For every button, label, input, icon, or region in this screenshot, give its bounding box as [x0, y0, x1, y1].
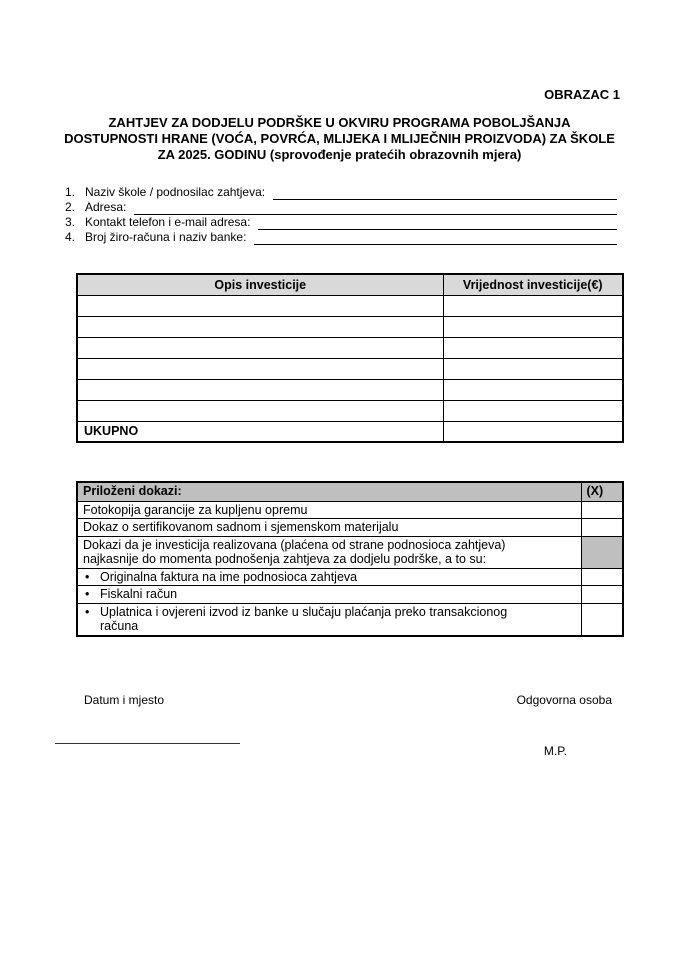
evidence-mark-header: (X): [581, 482, 623, 501]
signature-labels: [84, 693, 612, 707]
evidence-text: Fotokopija garancije za kupljenu opremu: [83, 502, 308, 517]
field-fill-line[interactable]: [258, 217, 617, 230]
applicant-fields: [65, 185, 617, 245]
investment-row: [77, 400, 623, 421]
bullet-icon: •: [85, 604, 90, 619]
investment-table: [76, 273, 624, 443]
field-number: 1.: [65, 185, 76, 199]
field-fill-line[interactable]: [254, 232, 617, 245]
form-title-line-2: DOSTUPNOSTI HRANE (VOĆA, POVRĆA, MLIJEKA I MLIJEČNIH PROIZVODA) ZA ŠKOLE: [64, 131, 615, 146]
evidence-text-cell: [77, 586, 581, 604]
investment-row: [77, 295, 623, 316]
investment-value-header: Vrijednost investicije(€): [443, 274, 623, 295]
responsible-person-label: Odgovorna osoba: [516, 692, 612, 707]
stamp-label: M.P.: [543, 743, 567, 758]
form-title-line-3: ZA 2025. GODINU (sprovođenje pratećih obrazovnih mjera): [157, 147, 522, 162]
date-place-signature-line[interactable]: [55, 743, 240, 744]
investment-desc-cell[interactable]: [77, 379, 443, 400]
evidence-mark-cell[interactable]: [581, 501, 623, 519]
applicant-field-row: [65, 215, 617, 230]
bullet-icon: •: [85, 587, 90, 601]
investment-desc-cell[interactable]: [77, 337, 443, 358]
evidence-row: [77, 501, 623, 519]
evidence-line: [83, 538, 576, 567]
evidence-text-cell: [77, 603, 581, 636]
evidence-line: [83, 570, 576, 585]
investment-value-cell[interactable]: [443, 337, 623, 358]
investment-total-row: [77, 421, 623, 442]
evidence-text-cell: [77, 519, 581, 537]
investment-value-cell[interactable]: [443, 295, 623, 316]
evidence-mark-cell: [581, 536, 623, 568]
evidence-line: [83, 520, 576, 535]
signature-row: [55, 737, 567, 758]
evidence-text-cell: [77, 501, 581, 519]
investment-value-cell[interactable]: [443, 400, 623, 421]
evidence-row: [77, 586, 623, 604]
investment-desc-cell[interactable]: [77, 316, 443, 337]
investment-row: [77, 316, 623, 337]
investment-table-body: [77, 295, 623, 442]
investment-row: [77, 337, 623, 358]
applicant-field-row: [65, 230, 617, 245]
evidence-mark-cell[interactable]: [581, 586, 623, 604]
field-number: 3.: [65, 215, 76, 229]
form-title: [0, 115, 679, 163]
investment-total-label: UKUPNO: [77, 421, 443, 442]
bullet-icon: •: [85, 569, 90, 584]
applicant-field-row: [65, 185, 617, 200]
investment-desc-cell[interactable]: [77, 295, 443, 316]
form-number-label: OBRAZAC 1: [544, 87, 620, 102]
evidence-header-label: Priloženi dokazi:: [77, 482, 581, 501]
investment-desc-cell[interactable]: [77, 358, 443, 379]
evidence-line: [83, 605, 576, 634]
field-number: 2.: [65, 200, 76, 214]
field-label: Broj žiro-računa i naziv banke:: [85, 230, 247, 244]
evidence-line: [83, 587, 576, 602]
investment-desc-cell[interactable]: [77, 400, 443, 421]
investment-row: [77, 379, 623, 400]
evidence-text: Fiskalni račun: [100, 587, 178, 601]
evidence-text-cell: [77, 568, 581, 586]
investment-value-cell[interactable]: [443, 316, 623, 337]
investment-value-cell[interactable]: [443, 358, 623, 379]
investment-row: [77, 358, 623, 379]
investment-table-header-row: [77, 274, 623, 295]
field-fill-line[interactable]: [134, 202, 617, 215]
field-label: Naziv škole / podnosilac zahtjeva:: [85, 185, 266, 199]
evidence-row: [77, 519, 623, 537]
evidence-table-header-row: [77, 482, 623, 501]
evidence-text: Uplatnica i ovjereni izvod iz banke u slučaju plaćanja preko transakcionog računa: [100, 604, 508, 633]
field-fill-line[interactable]: [273, 187, 617, 200]
evidence-row: [77, 536, 623, 568]
field-number: 4.: [65, 230, 76, 244]
investment-total-value-cell[interactable]: [443, 421, 623, 442]
evidence-mark-cell[interactable]: [581, 568, 623, 586]
evidence-text: Originalna faktura na ime podnosioca zahtjeva: [100, 569, 358, 584]
investment-value-cell[interactable]: [443, 379, 623, 400]
evidence-table-body: [77, 501, 623, 636]
evidence-row: [77, 568, 623, 586]
evidence-text: Dokazi da je investicija realizovana (plaćena od strane podnosioca zahtjeva) najkasnije do momenta podnošenja zahtjeva za dodjelu podrške, a to su:: [83, 537, 506, 566]
evidence-mark-cell[interactable]: [581, 603, 623, 636]
date-place-label: Datum i mjesto: [84, 692, 165, 707]
applicant-field-row: [65, 200, 617, 215]
investment-desc-header: Opis investicije: [77, 274, 443, 295]
evidence-row: [77, 603, 623, 636]
field-label: Adresa:: [85, 200, 127, 214]
form-title-line-1: ZAHTJEV ZA DODJELU PODRŠKE U OKVIRU PROGRAMA POBOLJŠANJA: [108, 115, 571, 130]
evidence-text-cell: [77, 536, 581, 568]
evidence-text: Dokaz o sertifikovanom sadnom i sjemenskom materijalu: [83, 520, 399, 534]
evidence-line: [83, 503, 576, 518]
evidence-mark-cell[interactable]: [581, 519, 623, 537]
field-label: Kontakt telefon i e-mail adresa:: [85, 215, 251, 229]
evidence-table: [76, 481, 624, 637]
